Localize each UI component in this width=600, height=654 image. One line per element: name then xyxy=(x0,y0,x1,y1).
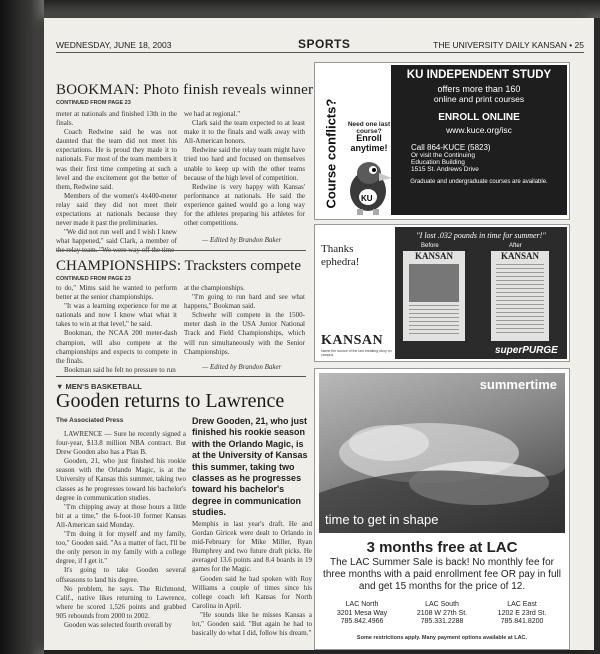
thanks-ephedra-text: Thanks ephedra! xyxy=(321,243,360,268)
paragraph: "He sounds like he misses Kansas a lot," Gooden said. "But again he had to basically do what I did, follow his dream." xyxy=(192,610,312,638)
paragraph: Coach Redwine said he was not daunted that the team did not meet his expectations. He is proud they made it to nationals. For most of the team members it was their first time competing at such a level and the excitement got the better of them, Redwine said. xyxy=(56,128,177,191)
lac-location-east xyxy=(485,601,559,627)
summer-photo xyxy=(319,373,565,533)
newspaper-page xyxy=(44,18,594,650)
ku-independent-study-ad xyxy=(314,62,570,220)
mini-text-lines xyxy=(409,305,459,335)
location-name: LAC East xyxy=(507,601,537,608)
ad-side-banner xyxy=(319,73,339,213)
mini-masthead: KANSAN xyxy=(500,251,539,261)
visit-text: Or visit the Continuing xyxy=(411,152,475,159)
championships-headline: CHAMPIONSHIPS: Tracksters compete xyxy=(56,258,302,274)
paragraph: Gooden, 21, who just finished his rookie season with the Orlando Magic, is at the University of Kansas this summer, taking two classes as he progresses toward his bachelor's degree in communication studies. xyxy=(56,457,186,502)
paragraph: "We did not run well and I wish I knew what happened," said Clark, a member of xyxy=(56,228,177,246)
kansan-logo: KANSAN xyxy=(321,333,384,348)
phone-number: Call 864-KUCE (5823) xyxy=(411,143,491,152)
paper-name: THE UNIVERSITY DAILY KANSAN • 25 xyxy=(433,40,584,50)
book-spine xyxy=(0,0,44,654)
lac-location-north xyxy=(325,601,399,627)
paragraph: LAWRENCE — Sure he recently signed a four-year, $13.8 million NBA contract. But Drew Gooden also has a Plan B. xyxy=(56,430,186,457)
offers-text: offers more than 160 xyxy=(437,84,521,94)
ku-independent-study-title: KU INDEPENDENT STUDY xyxy=(406,69,552,81)
after-newspaper xyxy=(491,251,549,341)
lac-location-south xyxy=(405,601,479,627)
location-name: LAC North xyxy=(345,601,379,608)
ad-footer-text: Graduate and undergraduate courses are available. xyxy=(410,179,548,185)
championships-column-2 xyxy=(184,284,305,372)
get-in-shape-text: time to get in shape xyxy=(325,512,439,527)
paragraph: Clark said the team expected to at least make it to the finals and walk away with All-American honors. xyxy=(184,119,305,146)
championships-column-1 xyxy=(56,284,177,375)
paragraph: Schwehr will compete in the 1500-meter dash in the USA Junior National Track and Field Championships, which will run simultaneously with the Senior Championships. xyxy=(184,311,305,356)
ad-info-panel xyxy=(391,65,567,215)
offers-text-2: online and print courses xyxy=(433,94,525,104)
gooden-headline: Gooden returns to Lawrence xyxy=(56,390,285,412)
mini-masthead: KANSAN xyxy=(414,251,453,261)
bookman-column-2 xyxy=(184,110,305,245)
pull-quote: Drew Gooden, 21, who just finished his rookie season with the Orlando Magic, is at the University of Kansas this summer, taking two classes as he progresses toward his bachelor's degree in communication studies. xyxy=(192,416,308,518)
lac-headline: 3 months free at LAC xyxy=(366,539,518,556)
paragraph: No problem, he says. The Richmond, Calif., native likes returning to Lawrence, where he scored 1,526 points and grabbed 905 rebounds from 2000 to 2002. xyxy=(56,584,186,620)
location-address: 3201 Mesa Way xyxy=(336,609,388,617)
superpurge-brand: superPURGE xyxy=(495,345,558,356)
lac-summer-ad xyxy=(314,368,570,650)
paragraph: meter at nationals and finished 13th in the finals. xyxy=(56,110,177,128)
svg-text:KU: KU xyxy=(361,194,373,203)
page-header xyxy=(56,38,596,52)
mini-photo xyxy=(409,264,459,302)
paragraph: Redwine said the relay team might have tried too hard and focused on themselves unable to keep up with the other teams because of the high level of competition. xyxy=(184,146,305,182)
mini-text-lines xyxy=(496,264,544,334)
before-newspaper xyxy=(403,251,465,341)
location-phone: 785.331.2288 xyxy=(420,618,464,625)
visit-text-2: Education Building xyxy=(411,159,465,166)
header-date: WEDNESDAY, JUNE 18, 2003 xyxy=(56,40,172,50)
header-rule xyxy=(56,52,584,53)
location-phone: 785.841.8200 xyxy=(500,618,544,625)
beach-figure-illustration xyxy=(319,373,565,533)
paragraph: It's going to take Gooden several offseasons to land his degree. xyxy=(56,566,186,584)
paragraph: Memphis in last year's draft. He and Gordan Giricek were dealt to Orlando in mid-February for Mike Miller, Ryan Humphrey and two future draft picks. He averaged 13.6 points and 8.4 boards in 19 games for the Magic. xyxy=(192,520,312,574)
championships-continued: CONTINUED FROM PAGE 23 xyxy=(56,276,131,282)
section-kicker: ▼ MEN'S BASKETBALL xyxy=(56,382,142,391)
before-label: Before xyxy=(421,243,439,249)
enroll-online-text: ENROLL ONLINE xyxy=(438,112,520,123)
lac-body: The LAC Summer Sale is back! No monthly fee for three months with a paid enrollment fee OR pay in full and get 15 months for the price of 12. xyxy=(323,557,561,592)
section-title: SPORTS xyxy=(298,37,351,51)
need-last-course-text: Need one last course? xyxy=(347,121,391,135)
article-divider xyxy=(56,250,306,251)
bookman-continued: CONTINUED FROM PAGE 23 xyxy=(56,100,131,106)
enroll-anytime-text: Enroll anytime! xyxy=(350,133,388,153)
paragraph: Gooden said he had spoken with Roy Williams a couple of times since his college coach left Kansas for North Carolina in April. xyxy=(192,574,312,610)
paragraph: Gooden was selected fourth overall by xyxy=(64,620,172,629)
paragraph: Bookman, the NCAA 200 meter-dash champion, will also compete at the championships and expects to compete in the finals. xyxy=(56,329,177,365)
bookman-headline: BOOKMAN: Photo finish reveals winner xyxy=(56,82,314,98)
paragraph: at the championships. xyxy=(184,284,245,292)
course-conflicts-text: Course conflicts? xyxy=(323,98,339,209)
paragraph: "I'm doing it for myself and my family, too," Gooden said. "As a matter of fact, I'll be the only person in my family with a college degree, if I get it." xyxy=(56,530,186,566)
location-address: 1202 E 23rd St. xyxy=(497,609,547,617)
visit-address: 1515 St. Andrews Drive xyxy=(411,166,479,173)
lac-footer: Some restrictions apply. Many payment options available at LAC. xyxy=(356,635,528,641)
jayhawk-mascot xyxy=(343,151,393,215)
location-address: 2108 W 27th St. xyxy=(416,609,468,617)
paragraph: to do," Mims said he wanted to perform better at the senior championships. xyxy=(56,284,177,302)
kansan-superpurge-ad xyxy=(314,224,570,362)
paragraph: Members of the women's 4x400-meter relay said they did not meet their expectations at nationals because they never made it past the preliminaries. xyxy=(56,191,177,228)
paragraph: "It was a learning experience for me at nationals and now I know what what it takes to win at that level," he said. xyxy=(56,302,177,329)
gooden-column-2 xyxy=(192,520,312,638)
after-label: After xyxy=(509,243,522,249)
location-phone: 785.842.4966 xyxy=(340,618,384,625)
bookman-byline: — Edited by Brandon Baker xyxy=(202,236,282,245)
paragraph: we had at regional." xyxy=(184,110,241,118)
paragraph: Redwine is very happy with Kansas' performance at nationals. He said the experience gained would go a long way for the athletes preparing his athletes for other competitions. xyxy=(184,182,305,228)
website-link[interactable]: www.kuce.org/isc xyxy=(446,125,512,135)
ad-dark-panel xyxy=(395,227,567,359)
kansan-tagline: Name the source of the last breaking story on campus xyxy=(321,349,392,357)
gooden-column-1 xyxy=(56,430,186,630)
paragraph: "I'm chipping away at those hours a little bit at a time," the 6-foot-10 former Kansas All-American said Monday. xyxy=(56,502,186,529)
page-top-edge xyxy=(44,0,600,18)
location-name: LAC South xyxy=(425,601,459,608)
article-divider xyxy=(56,376,306,377)
summertime-text: summertime xyxy=(479,377,557,392)
bookman-column-1 xyxy=(56,110,177,256)
paragraph: Bookman said he felt no pressure to run xyxy=(64,365,176,374)
paragraph: "I'm going to run hard and see what happens," Bookman said. xyxy=(184,293,305,311)
wire-source: The Associated Press xyxy=(56,417,124,424)
lost-pounds-quote: "I lost .032 pounds in time for summer!" xyxy=(416,231,546,240)
championships-byline: — Edited by Brandon Baker xyxy=(202,362,282,371)
